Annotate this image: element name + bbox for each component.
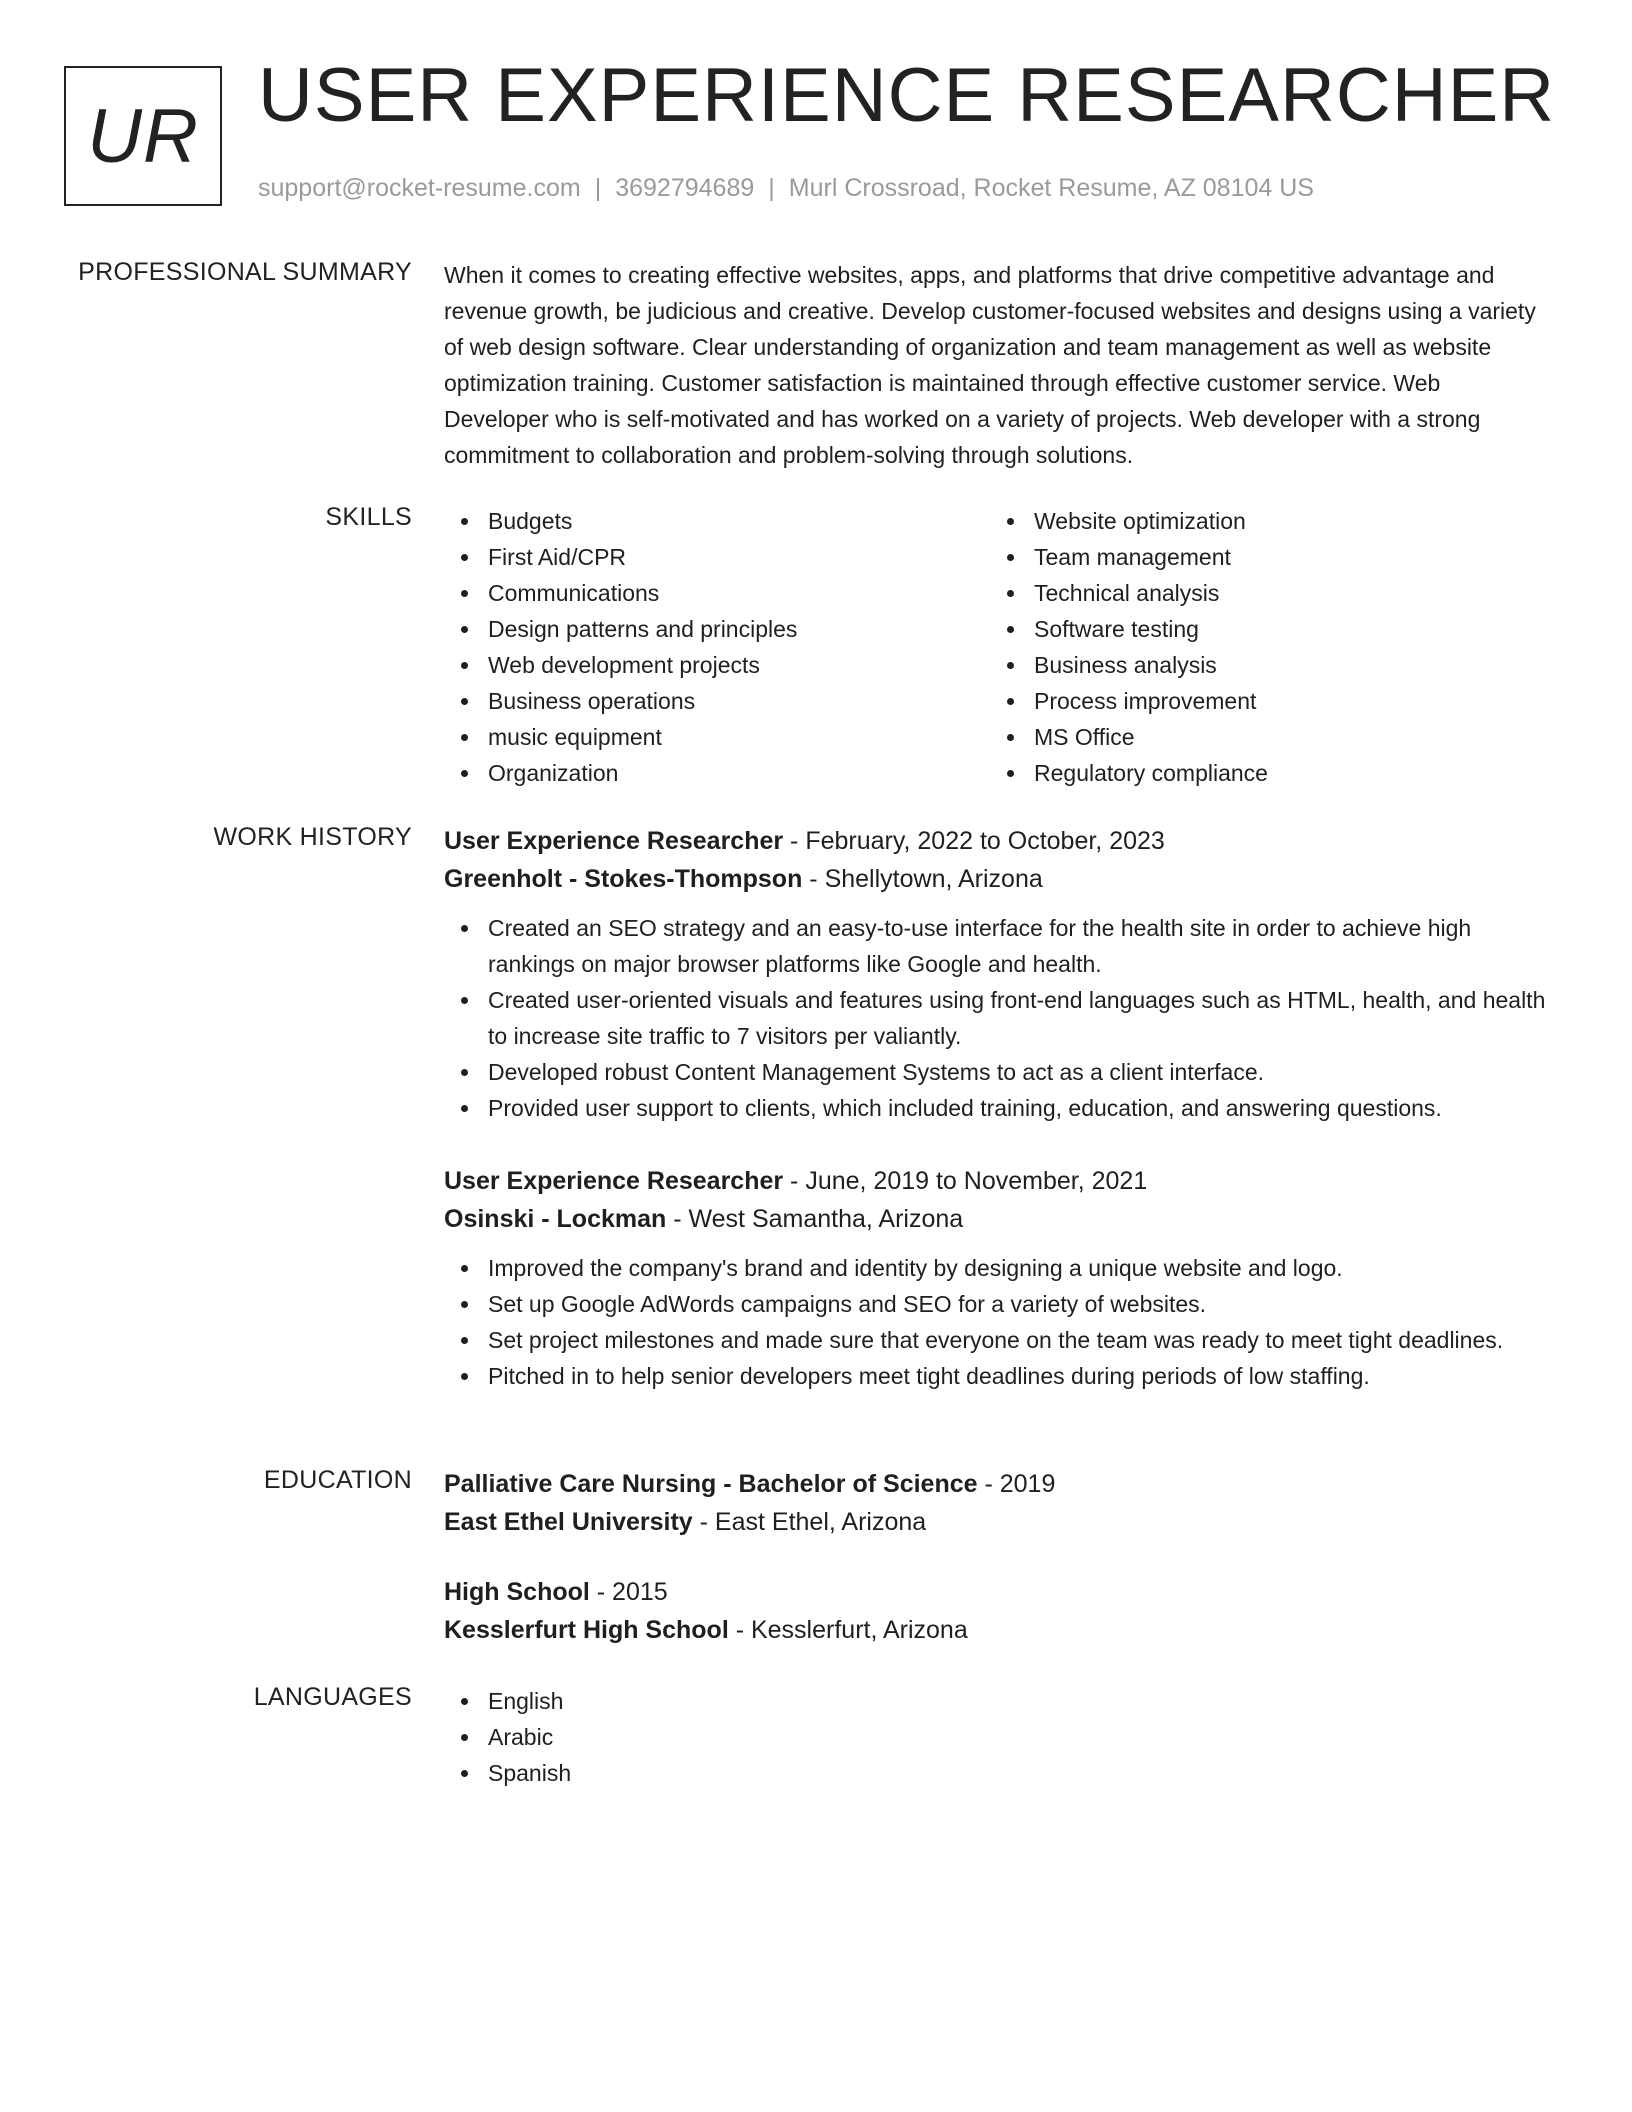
languages-list bbox=[444, 1683, 1550, 1791]
contact-separator: | bbox=[768, 174, 775, 202]
skill-item: MS Office bbox=[990, 719, 1536, 755]
skill-item: Business analysis bbox=[990, 647, 1536, 683]
education-location: - Kesslerfurt, Arizona bbox=[728, 1616, 968, 1644]
education-degree-line bbox=[444, 1573, 1550, 1611]
job-bullet: Created user-oriented visuals and features using front-end languages such as HTML, health, and health to increase site traffic to 7 visitors per valiantly. bbox=[444, 982, 1550, 1054]
education-location: - East Ethel, Arizona bbox=[692, 1508, 927, 1536]
education-entry bbox=[444, 1465, 1550, 1541]
skill-item: Budgets bbox=[444, 503, 990, 539]
summary-text: When it comes to creating effective websites, apps, and platforms that drive competitive advantage and revenue growth, be judicious and creative. Develop customer-focused websites and designs using a variety of web design software. Clear understanding of organization and team management as well as website optimization training. Customer satisfaction is maintained through effective customer service. Web Developer who is self-motivated and has worked on a variety of projects. Web developer with a strong commitment to collaboration and problem-solving through solutions. bbox=[444, 262, 1536, 468]
education-heading: EDUCATION bbox=[263, 1466, 412, 1494]
job-title-line bbox=[444, 822, 1550, 860]
skill-item: Process improvement bbox=[990, 683, 1536, 719]
language-item: English bbox=[444, 1683, 1550, 1719]
job-dates: - June, 2019 to November, 2021 bbox=[783, 1167, 1148, 1195]
education-entry bbox=[444, 1573, 1550, 1649]
skills-heading: SKILLS bbox=[325, 503, 412, 531]
job-dates: - February, 2022 to October, 2023 bbox=[783, 827, 1165, 855]
language-item: Spanish bbox=[444, 1755, 1550, 1791]
contact-phone: 3692794689 bbox=[615, 174, 755, 202]
languages-heading: LANGUAGES bbox=[253, 1683, 412, 1711]
skill-item: Website optimization bbox=[990, 503, 1536, 539]
education-school: East Ethel University bbox=[444, 1508, 693, 1536]
education-degree: Palliative Care Nursing - Bachelor of Science bbox=[444, 1470, 978, 1498]
contact-email: support@rocket-resume.com bbox=[258, 174, 581, 202]
skill-item: Software testing bbox=[990, 611, 1536, 647]
skill-item: Organization bbox=[444, 755, 990, 791]
job-bullet: Set project milestones and made sure that everyone on the team was ready to meet tight deadlines. bbox=[444, 1322, 1550, 1358]
contact-address: Murl Crossroad, Rocket Resume, AZ 08104 US bbox=[788, 174, 1314, 202]
job-bullet: Created an SEO strategy and an easy-to-use interface for the health site in order to achieve high rankings on major browser platforms like Google and health. bbox=[444, 910, 1550, 982]
summary-body bbox=[444, 257, 1550, 473]
job-company: Greenholt - Stokes-Thompson bbox=[444, 865, 803, 893]
job-location: - Shellytown, Arizona bbox=[802, 865, 1043, 893]
contact-separator: | bbox=[594, 174, 602, 202]
monogram-box bbox=[64, 66, 222, 206]
education-school-line bbox=[444, 1503, 1550, 1541]
job-bullet: Provided user support to clients, which included training, education, and answering questions. bbox=[444, 1090, 1550, 1126]
work-history-body bbox=[444, 822, 1550, 1394]
education-degree-line bbox=[444, 1465, 1550, 1503]
skills-columns bbox=[444, 503, 1550, 791]
languages-body bbox=[444, 1683, 1550, 1791]
skills-list-right bbox=[990, 503, 1536, 791]
skill-item: First Aid/CPR bbox=[444, 539, 990, 575]
skill-item: music equipment bbox=[444, 719, 990, 755]
job-bullet: Set up Google AdWords campaigns and SEO for a variety of websites. bbox=[444, 1286, 1550, 1322]
candidate-name: USER EXPERIENCE RESEARCHER bbox=[258, 53, 1556, 138]
job-entry bbox=[444, 1162, 1550, 1394]
education-year: - 2019 bbox=[977, 1470, 1056, 1498]
skill-item: Technical analysis bbox=[990, 575, 1536, 611]
job-title-line bbox=[444, 1162, 1550, 1200]
job-role: User Experience Researcher bbox=[444, 827, 784, 855]
skill-item: Web development projects bbox=[444, 647, 990, 683]
education-school: Kesslerfurt High School bbox=[444, 1616, 729, 1644]
skill-item: Team management bbox=[990, 539, 1536, 575]
language-item: Arabic bbox=[444, 1719, 1550, 1755]
job-bullet: Pitched in to help senior developers meet tight deadlines during periods of low staffing. bbox=[444, 1358, 1550, 1394]
job-company-line bbox=[444, 1200, 1550, 1238]
education-degree: High School bbox=[444, 1578, 590, 1606]
job-company-line bbox=[444, 860, 1550, 898]
skills-list-left bbox=[444, 503, 990, 791]
work-history-heading: WORK HISTORY bbox=[213, 823, 412, 851]
job-entry bbox=[444, 822, 1550, 1126]
job-location: - West Samantha, Arizona bbox=[666, 1205, 964, 1233]
skill-item: Design patterns and principles bbox=[444, 611, 990, 647]
contact-line bbox=[258, 174, 1314, 203]
summary-heading: PROFESSIONAL SUMMARY bbox=[78, 258, 412, 286]
monogram-initials: UR bbox=[87, 93, 199, 179]
job-bullet: Improved the company's brand and identity by designing a unique website and logo. bbox=[444, 1250, 1550, 1286]
job-bullets bbox=[444, 910, 1550, 1126]
education-year: - 2015 bbox=[589, 1578, 668, 1606]
job-bullets bbox=[444, 1250, 1550, 1394]
education-body bbox=[444, 1465, 1550, 1649]
job-role: User Experience Researcher bbox=[444, 1167, 784, 1195]
skill-item: Regulatory compliance bbox=[990, 755, 1536, 791]
job-company: Osinski - Lockman bbox=[444, 1205, 667, 1233]
skill-item: Communications bbox=[444, 575, 990, 611]
job-bullet: Developed robust Content Management Systems to act as a client interface. bbox=[444, 1054, 1550, 1090]
skill-item: Business operations bbox=[444, 683, 990, 719]
education-school-line bbox=[444, 1611, 1550, 1649]
skills-body bbox=[444, 503, 1550, 791]
